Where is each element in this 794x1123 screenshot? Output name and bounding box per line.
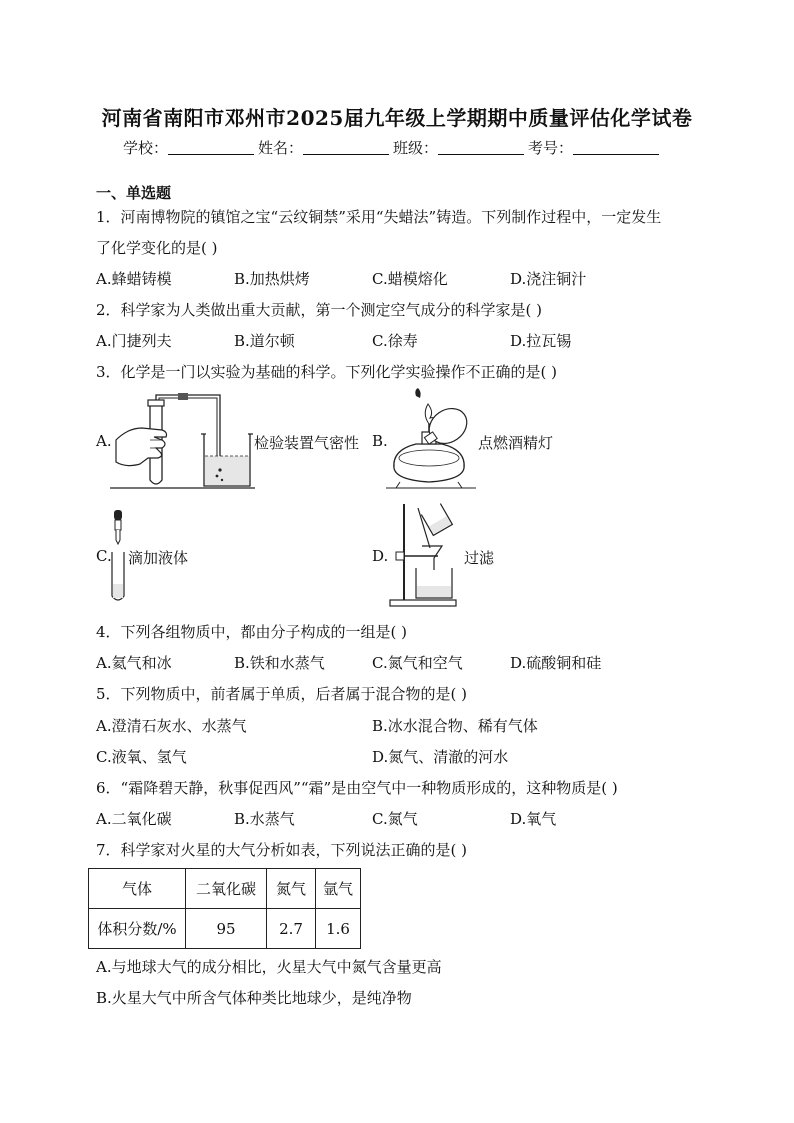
alcohol-lamp-lighting-illustration (386, 388, 478, 490)
class-label: 班级： (393, 139, 439, 157)
q7-option-a[interactable]: A.与地球大气的成分相比，火星大气中氮气含量更高 (96, 958, 442, 976)
q2-option-c[interactable]: C.徐寿 (372, 332, 418, 350)
q1-text-line2: 了化学变化的是( ) (96, 239, 218, 257)
q1-option-d[interactable]: D.浇注铜汁 (510, 270, 587, 288)
q3-option-d-label: 过滤 (464, 549, 495, 567)
q5-text: 5．下列物质中，前者属于单质，后者属于混合物的是( ) (96, 685, 468, 703)
table-cell: 1.6 (316, 909, 361, 949)
q7-option-b[interactable]: B.火星大气中所含气体种类比地球少，是纯净物 (96, 989, 412, 1007)
filtration-illustration (390, 500, 462, 608)
q6-option-c[interactable]: C.氮气 (372, 810, 418, 828)
q6-text: 6．“霜降碧天静，秋事促西风”“霜”是由空气中一种物质形成的，这种物质是( ) (96, 779, 618, 797)
number-blank[interactable] (573, 140, 659, 155)
q1-option-b[interactable]: B.加热烘烤 (234, 270, 310, 288)
q5-option-d[interactable]: D.氮气、清澈的河水 (372, 748, 509, 766)
school-label: 学校： (123, 139, 169, 157)
name-label: 姓名： (258, 139, 304, 157)
table-row (89, 909, 361, 949)
q5-option-a[interactable]: A.澄清石灰水、水蒸气 (96, 717, 247, 735)
table-header-cell: 二氧化碳 (186, 869, 267, 909)
table-header-cell: 氮气 (267, 869, 316, 909)
table-cell: 体积分数/% (89, 909, 186, 949)
table-header-row (89, 869, 361, 909)
student-info-line (123, 137, 663, 158)
q1-option-a[interactable]: A.蜂蜡铸模 (96, 270, 172, 288)
q3-option-a-label: 检验装置气密性 (254, 434, 360, 452)
table-header-cell: 气体 (89, 869, 186, 909)
table-cell: 2.7 (267, 909, 316, 949)
class-blank[interactable] (438, 140, 524, 155)
q7-text: 7．科学家对火星的大气分析如表，下列说法正确的是( ) (96, 841, 468, 859)
q4-text: 4．下列各组物质中，都由分子构成的一组是( ) (96, 623, 408, 641)
section-heading: 一、单选题 (96, 184, 172, 202)
dropper-adding-liquid-illustration (110, 508, 128, 604)
q3-option-c-letter[interactable]: C. (96, 547, 112, 565)
q5-option-c[interactable]: C.液氧、氢气 (96, 748, 187, 766)
q2-option-a[interactable]: A.门捷列夫 (96, 332, 172, 350)
q3-text: 3．化学是一门以实验为基础的科学。下列化学实验操作不正确的是( ) (96, 363, 558, 381)
number-label: 考号： (528, 139, 574, 157)
q2-option-d[interactable]: D.拉瓦锡 (510, 332, 572, 350)
q4-option-d[interactable]: D.硫酸铜和硅 (510, 654, 602, 672)
q3-option-c-label: 滴加液体 (128, 549, 189, 567)
q1-text-line1: 1．河南博物院的镇馆之宝“云纹铜禁”采用“失蜡法”铸造。下列制作过程中，一定发生 (96, 208, 662, 226)
exam-title: 河南省南阳市邓州市2025届九年级上学期期中质量评估化学试卷 (101, 106, 693, 130)
q3-option-b-letter[interactable]: B. (372, 432, 388, 450)
q3-option-b-label: 点燃酒精灯 (478, 434, 554, 452)
q4-option-a[interactable]: A.氦气和冰 (96, 654, 172, 672)
table-cell: 95 (186, 909, 267, 949)
q2-option-b[interactable]: B.道尔顿 (234, 332, 295, 350)
q1-option-c[interactable]: C.蜡模熔化 (372, 270, 448, 288)
q6-option-a[interactable]: A.二氧化碳 (96, 810, 172, 828)
school-blank[interactable] (168, 140, 254, 155)
q3-option-a-letter[interactable]: A. (96, 432, 112, 450)
table-header-cell: 氩气 (316, 869, 361, 909)
q6-option-d[interactable]: D.氧气 (510, 810, 557, 828)
airtightness-check-illustration (110, 390, 255, 490)
q4-option-c[interactable]: C.氮气和空气 (372, 654, 463, 672)
q6-option-b[interactable]: B.水蒸气 (234, 810, 295, 828)
q5-option-b[interactable]: B.冰水混合物、稀有气体 (372, 717, 538, 735)
mars-atmosphere-table (88, 868, 361, 949)
q2-text: 2．科学家为人类做出重大贡献，第一个测定空气成分的科学家是( ) (96, 301, 543, 319)
name-blank[interactable] (303, 140, 389, 155)
q3-option-d-letter[interactable]: D. (372, 547, 389, 565)
q4-option-b[interactable]: B.铁和水蒸气 (234, 654, 325, 672)
